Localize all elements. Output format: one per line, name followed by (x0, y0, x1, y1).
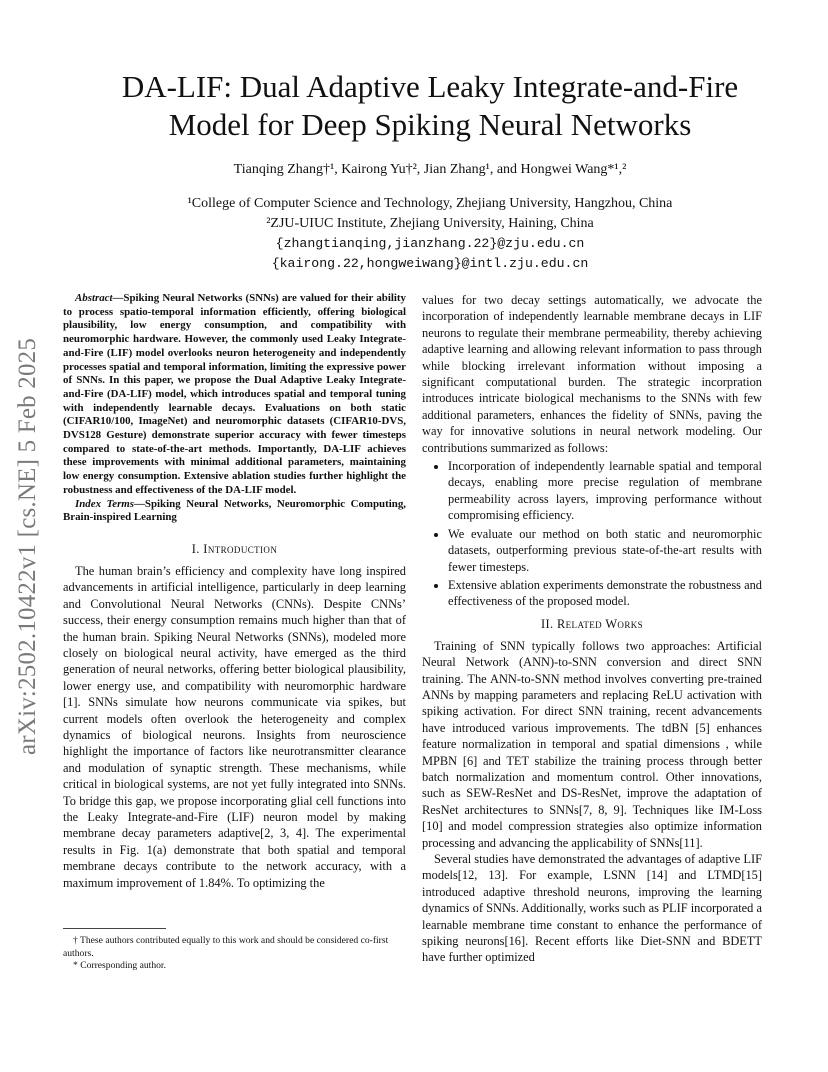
left-column (63, 292, 406, 891)
intro-continued-paragraph: values for two decay settings automatically, we advocate the incorporation of independently learnable membrane decays in LIF neurons to regulate their membrane permeability, thereby achieving adaptive learning and allowing relevant information to pass through while blocking irrelevant information without imposing a significant computational burden. The strategic incorpration introduces intricate biological mechanisms to the SNNs with few additional parameters, enhances the fidelity of SNNs, paving the way for innovative solutions in neural network modeling. Our contributions summarized as follows: (422, 293, 762, 455)
related-works-paragraph-1: Training of SNN typically follows two approaches: Artificial Neural Network (ANN)-to-SNN conversion and direct SNN training. The ANN-to-SNN method involves converting pre-trained ANNs by mapping parameters and replacing ReLU activation with spiking activation. For direct SNN training, recent advancements have introduced various improvements. The tdBN [5] enhances feature normalization in temporal and spatial dimensions , while MPBN [6] and TET stabilize the training process through better batch normalization and momentum control. Other innovations, such as SEW-ResNet and DS-ResNet, improve the adaptation of ResNet architectures to SNNs[7, 8, 9]. Techniques like IM-Loss [10] and model compression strategies also optimize information processing and advancing the applicability of SNNs[11]. (422, 638, 762, 850)
intro-paragraph: The human brain’s efficiency and complexity have long inspired advancements in artificial intelligence, particularly in deep learning and Convolutional Neural Networks (CNNs). Despite CNNs’ success, their energy consumption remains much higher than that of the human brain. Spiking Neural Networks (SNNs), modeled more closely on biological neural activity, have emerged as the third generation of neural networks, offering better biological plausibility, lower energy use, and compatibility with neuromorphic hardware [1]. SNNs simulate how neurons communicate via spikes, but current models often overlook the heterogeneity and complex dynamics of biological neurons. Insights from neuroscience highlight the importance of factors like neurotransmitter clearance and modulation of synaptic strength. These mechanisms, while critical in biological systems, are not yet fully integrated into SNNs. To bridge this gap, we propose incorporating glial cell functions into the Leaky Integrate-and-Fire (LIF) neuron model by making membrane decay parameters adaptive[2, 3, 4]. The experimental results in Fig. 1(a) demonstrate that both spatial and temporal membrane decays contribute to the network accuracy, with a maximum improvement of 1.84%. To optimizing the (63, 563, 406, 890)
arxiv-identifier: arXiv:2502.10422v1 [cs.NE] 5 Feb 2025 (14, 337, 41, 756)
affiliation-1: ¹College of Computer Science and Technology, Zhejiang University, Hangzhou, China (187, 196, 673, 211)
section-2-title: Related Works (557, 616, 644, 631)
footnote-rule (63, 928, 166, 929)
abstract (63, 292, 406, 498)
email-1: {zhangtianqing,jianzhang.22}@zju.edu.cn (275, 236, 585, 251)
section-heading-related-works (422, 616, 762, 632)
section-heading-introduction (63, 541, 406, 557)
paper-title (60, 68, 800, 144)
author-list: Tianqing Zhang†¹, Kairong Yu†², Jian Zhang¹, and Hongwei Wang*¹,² (233, 162, 627, 177)
abstract-text: —Spiking Neural Networks (SNNs) are valued for their ability to process spatio-temporal information efficiently, offering biological plausibility, low energy consumption, and compatibility with neuromorphic hardware. However, the commonly used Leaky Integrate-and-Fire (LIF) model overlooks neuron heterogeneity and independently processes spatial and temporal information, limiting the expressive power of SNNs. In this paper, we propose the Dual Adaptive Leaky Integrate-and-Fire (DA-LIF) model, which introduces spatial and temporal tuning with independently learnable decays. Evaluations on both static (CIFAR10/100, ImageNet) and neuromorphic datasets (CIFAR10-DVS, DVS128 Gesture) demonstrate superior accuracy with fewer timesteps compared to state-of-the-art methods. Importantly, DA-LIF achieves these improvements with minimal additional parameters, maintaining low energy consumption. Extensive ablation studies further highlight the robustness and effectiveness of the DA-LIF model. (63, 292, 406, 496)
right-column (422, 292, 762, 966)
abstract-label: Abstract (75, 292, 113, 304)
related-works-paragraph-2: Several studies have demonstrated the advantages of adaptive LIF models[12, 13]. For example, LSNN [14] and LTMD[15] introduced adaptive threshold neurons, improving the learning dynamics of SNNs. Additionally, works such as PLIF incorporated a learnable membrane time constant to enhance the performance of spiking neurons[16]. Recent efforts like Diet-SNN and BDETT have further optimized (422, 852, 762, 965)
title-line-1: DA-LIF: Dual Adaptive Leaky Integrate-and-Fire (121, 69, 739, 104)
index-terms-text: —Spiking Neural Networks, Neuromorphic Computing, Brain-inspired Learning (63, 497, 406, 524)
contribution-list (422, 458, 762, 610)
title-line-2: Model for Deep Spiking Neural Networks (168, 107, 692, 142)
index-terms (63, 498, 406, 525)
footnote-corresponding-author: * Corresponding author. (73, 960, 166, 971)
footnotes (63, 928, 406, 973)
list-item: • Incorporation of independently learnable spatial and temporal decays, enabling more precise regulation of membrane permeability across layers, improving performance without compromising efficiency. (448, 458, 762, 524)
index-terms-label: Index Terms (75, 497, 135, 510)
section-1-title: Introduction (203, 541, 278, 556)
email-2: {kairong.22,hongweiwang}@intl.zju.edu.cn (271, 256, 589, 271)
section-1-number: I. (191, 541, 204, 556)
section-2-number: II. (540, 616, 557, 631)
footnote-equal-contribution: † These authors contributed equally to this work and should be considered co-first authors. (63, 935, 389, 959)
list-item: • Extensive ablation experiments demonstrate the robustness and effectiveness of the proposed model. (448, 577, 762, 610)
affiliation-2: ²ZJU-UIUC Institute, Zhejiang University, Haining, China (266, 216, 594, 231)
list-item: • We evaluate our method on both static and neuromorphic datasets, outperforming previous state-of-the-art results with fewer timesteps. (448, 526, 762, 575)
affiliations (60, 194, 800, 274)
